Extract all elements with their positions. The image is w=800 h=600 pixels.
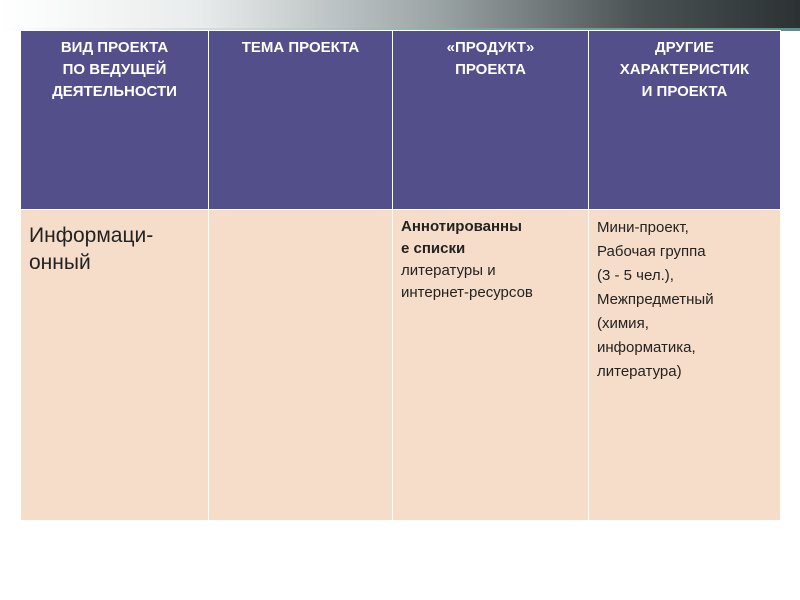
cell-project-topic xyxy=(209,210,393,521)
header-other-characteristics: ДРУГИЕ ХАРАКТЕРИСТИК И ПРОЕКТА xyxy=(589,31,781,210)
cell-project-product xyxy=(393,210,589,521)
project-table xyxy=(20,30,781,521)
header-project-product: «ПРОДУКТ» ПРОЕКТА xyxy=(393,31,589,210)
cell-other-characteristics: Мини-проект, Рабочая группа (3 - 5 чел.), Межпредметный (химия, информатика, литература) xyxy=(589,210,781,521)
table-header-row xyxy=(21,31,781,210)
header-project-topic: ТЕМА ПРОЕКТА xyxy=(209,31,393,210)
table-row xyxy=(21,210,781,521)
product-regular-text: литературы и интернет-ресурсов xyxy=(401,262,533,301)
cell-project-type: Информаци- онный xyxy=(21,210,209,521)
slide-top-bar xyxy=(0,0,800,28)
product-bold-text: Аннотированны е списки xyxy=(401,218,522,257)
header-project-type: ВИД ПРОЕКТА ПО ВЕДУЩЕЙ ДЕЯТЕЛЬНОСТИ xyxy=(21,31,209,210)
